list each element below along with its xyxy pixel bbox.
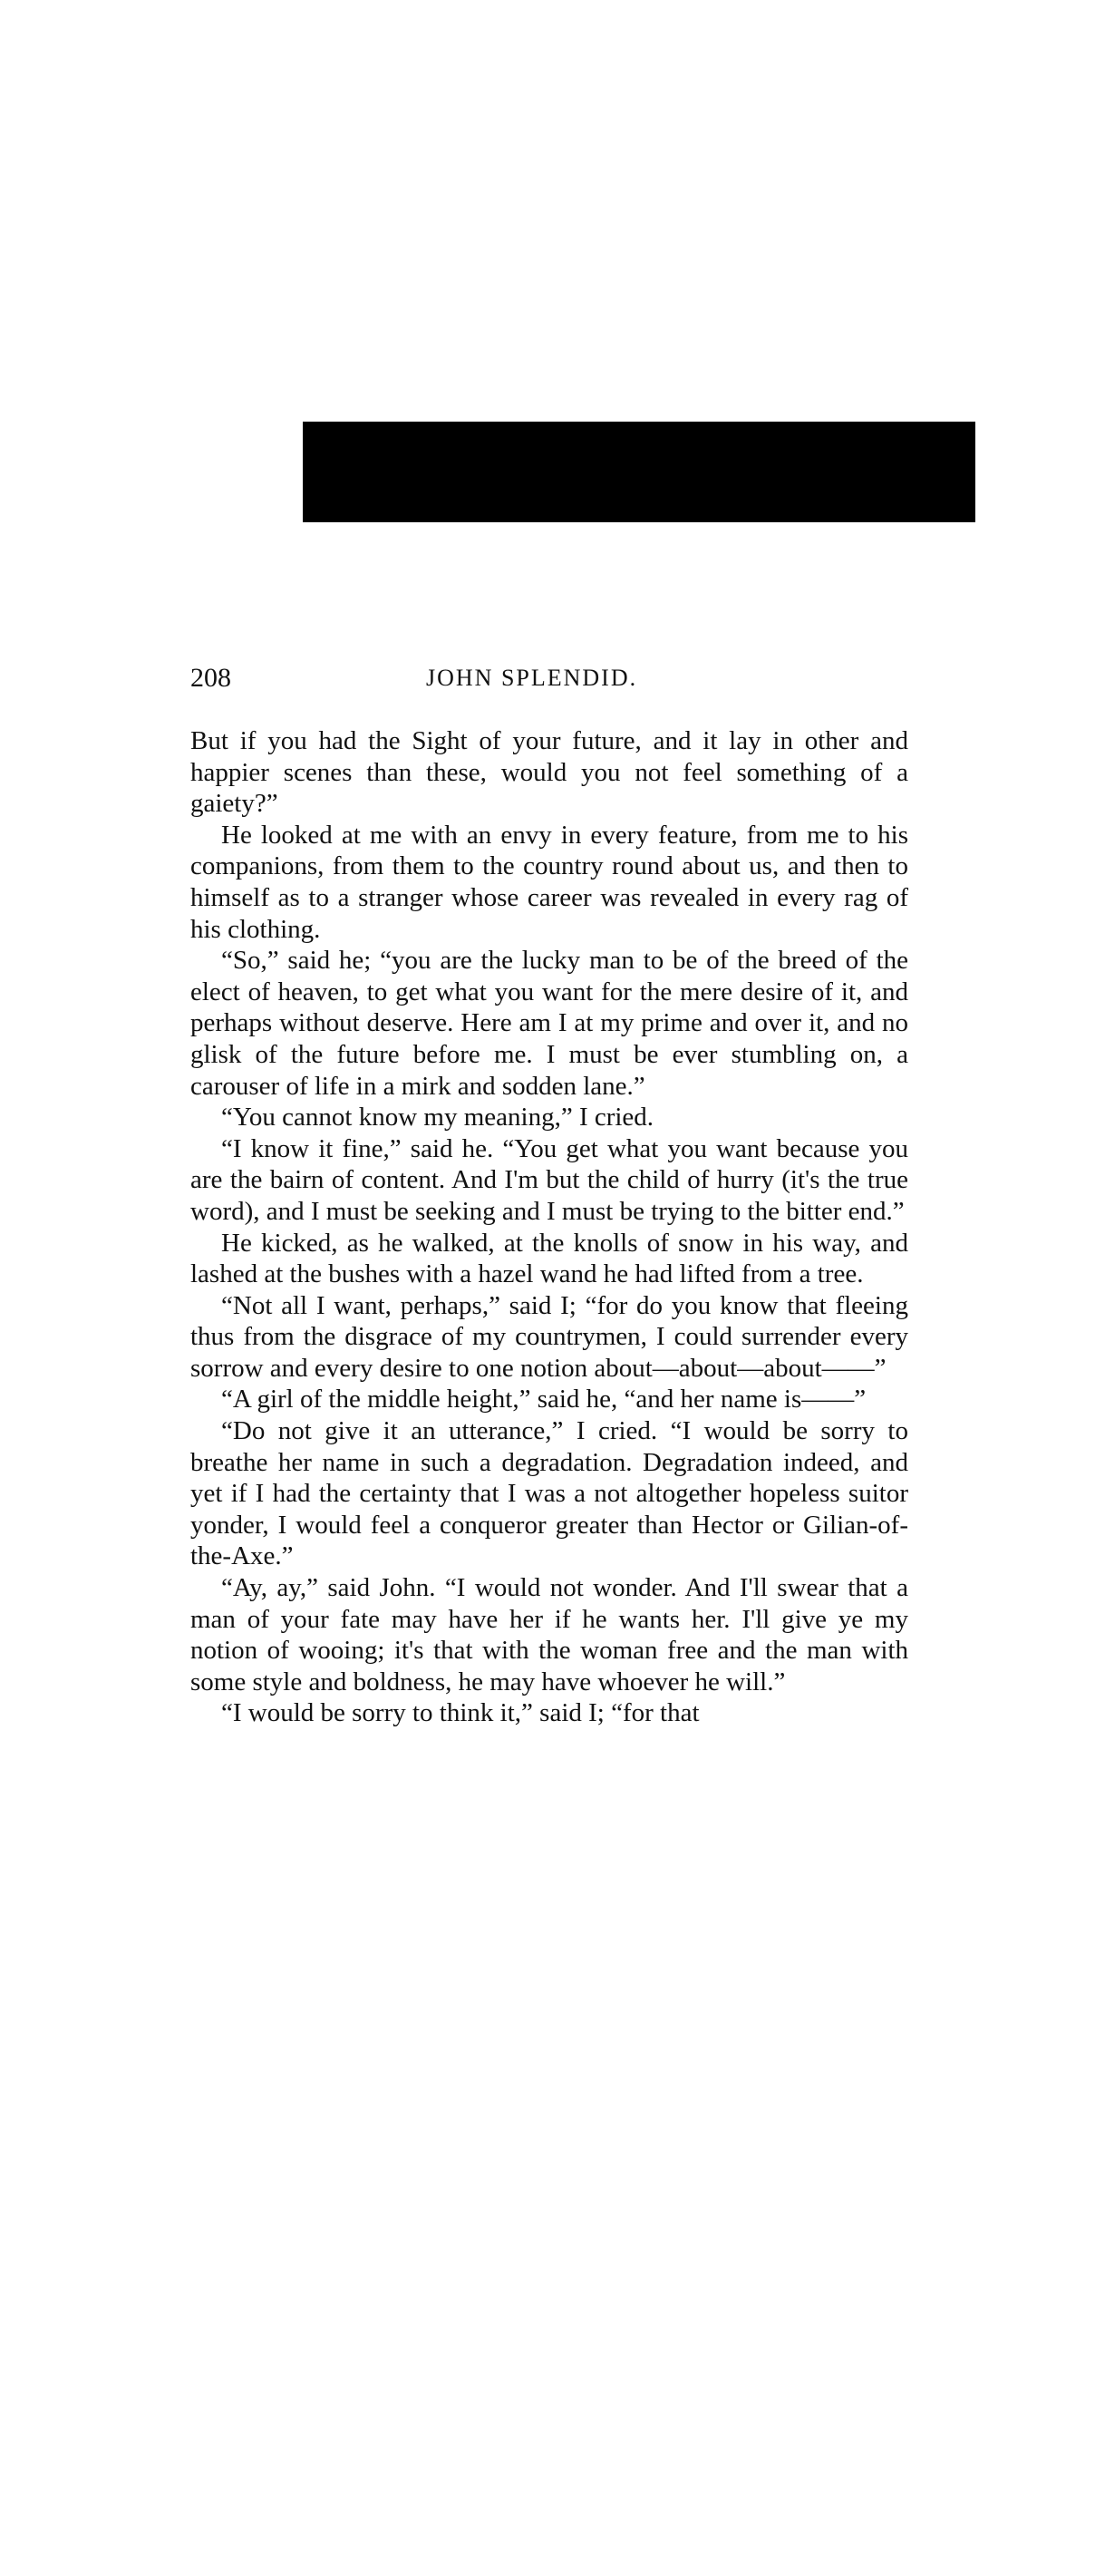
paragraph-7: “Not all I want, perhaps,” said I; “for do you know that fleeing thus from the disgrace of my countrymen, I could surrender every sorrow and every desire to one notion about—about—about——” (190, 1290, 908, 1383)
paragraph-9: “Do not give it an utterance,” I cried. “I would be sorry to breathe her name in such a degradation. Degradation indeed, and yet if I had the certainty that I was a not altogether hopeless suitor yonder, I would feel a conqueror greater than Hector or Gilian-of-the-Axe.” (190, 1416, 908, 1571)
page-number: 208 (190, 663, 231, 693)
paragraph-8: “A girl of the middle height,” said he, “and her name is——” (221, 1385, 867, 1414)
paragraph-4: “You cannot know my meaning,” I cried. (221, 1103, 654, 1132)
paragraph-6: He kicked, as he walked, at the knolls of snow in his way, and lashed at the bushes with a hazel wand he had lifted from a tree. (190, 1228, 908, 1289)
paragraph-5: “I know it fine,” said he. “You get what you want because you are the bairn of content. And I'm but the child of hurry (it's the true word), and I must be seeking and I must be trying to the bitter end.” (190, 1133, 908, 1226)
redaction-bar (303, 422, 975, 522)
paragraph-2: He looked at me with an envy in every feature, from me to his companions, from them to the country round about us, and then to himself as to a stranger whose career was revealed in every rag of his clothing. (190, 820, 908, 944)
paragraph-10: “Ay, ay,” said John. “I would not wonder. And I'll swear that a man of your fate may have her if he wants her. I'll give ye my notion of wooing; it's that with the woman free and the man with some style and boldness, he may have whoever he will.” (190, 1573, 908, 1696)
paragraph-11: “I would be sorry to think it,” said I; “for that (221, 1698, 700, 1728)
running-title: JOHN SPLENDID. (426, 665, 638, 691)
text-body (190, 725, 908, 1729)
paragraph-1: But if you had the Sight of your future, and it lay in other and happier scenes than these, would you not feel something of a gaiety?” (190, 726, 908, 819)
paragraph-3: “So,” said he; “you are the lucky man to be of the breed of the elect of heaven, to get what you want for the mere desire of it, and perhaps without deserve. Here am I at my prime and over it, and no glisk of the future before me. I must be ever stumbling on, a carouser of life in a mirk and sodden lane.” (190, 946, 908, 1101)
page-header (190, 660, 906, 696)
